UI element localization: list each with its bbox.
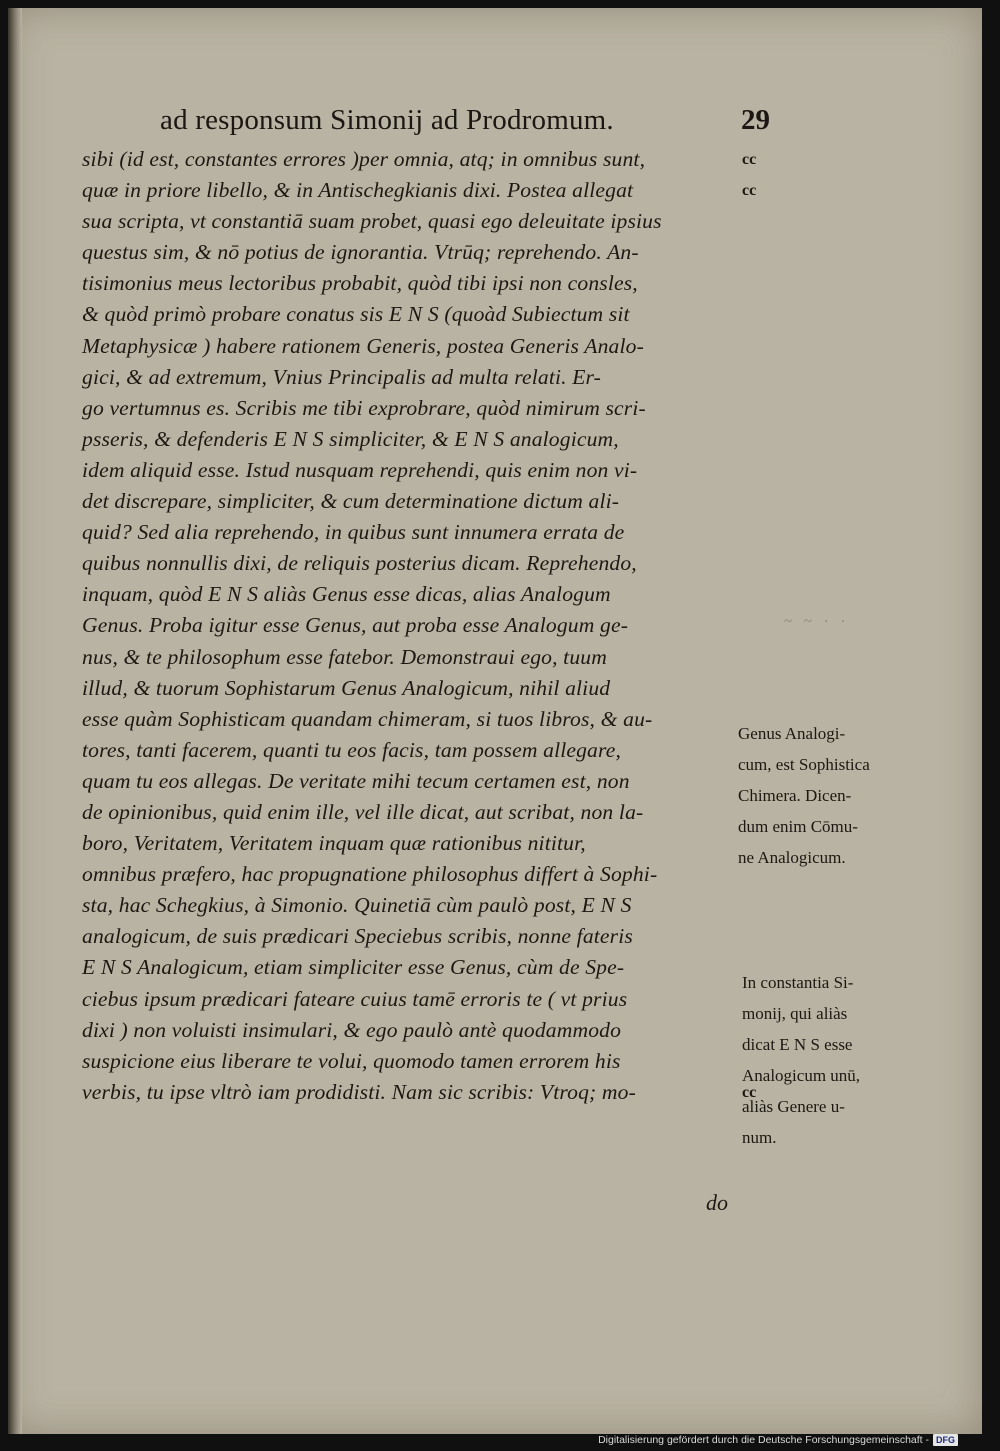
main-text-block	[82, 144, 742, 1108]
quote-mark	[742, 673, 756, 704]
quote-mark	[742, 268, 756, 299]
margin-note-line: dicat E N S esse	[742, 1035, 853, 1055]
text-line: go vertumnus es. Scribis me tibi exprobrare, quòd nimirum scri-	[82, 395, 646, 420]
quote-mark	[742, 206, 756, 237]
quote-mark	[742, 642, 756, 673]
quote-mark	[742, 237, 756, 268]
text-line: tisimonius meus lectoribus probabit, quòd tibi ipsi non consles,	[82, 271, 638, 296]
text-line: det discrepare, simpliciter, & cum determinatione dictum ali-	[82, 489, 620, 514]
quote-mark	[742, 517, 756, 548]
quote-mark	[742, 424, 756, 455]
quote-mark	[742, 299, 756, 330]
quote-mark	[742, 455, 756, 486]
quote-mark	[742, 921, 756, 952]
text-line: gici, & ad extremum, Vnius Principalis ad multa relati. Er-	[82, 364, 602, 389]
text-line: analogicum, de suis prædicari Speciebus scribis, nonne fateris	[82, 924, 633, 949]
footer-credit-text: Digitalisierung gefördert durch die Deutsche Forschungsgemeinschaft -	[598, 1434, 929, 1446]
quote-mark	[742, 548, 756, 579]
margin-note-line: num.	[742, 1128, 777, 1148]
margin-note-line: monij, qui aliàs	[742, 1004, 848, 1024]
quotation-marks-column	[742, 144, 756, 1108]
running-head	[150, 104, 770, 144]
text-line: sua scripta, vt constantiā suam probet, quasi ego deleuitate ipsius	[82, 209, 662, 234]
margin-note-genus-analogicum	[738, 718, 958, 873]
running-head-title: ad responsum Simonij ad Prodromum.	[160, 104, 614, 136]
text-line: sta, hac Schegkius, à Simonio. Quinetiā cùm paulò post, E N S	[82, 893, 632, 918]
margin-note-line: aliàs Genere u-	[742, 1097, 845, 1117]
text-line: sibi (id est, constantes errores )per omnia, atq; in omnibus sunt,	[82, 147, 646, 171]
quote-mark	[742, 890, 756, 921]
margin-note-inconstantia	[742, 967, 962, 1154]
quote-mark: cc	[742, 151, 757, 168]
text-line: quibus nonnullis dixi, de reliquis posterius dicam. Reprehendo,	[82, 551, 637, 576]
text-line: Genus. Proba igitur esse Genus, aut proba esse Analogum ge-	[82, 613, 629, 638]
text-line: de opinionibus, quid enim ille, vel ille dicat, aut scribat, non la-	[82, 799, 644, 824]
text-line: quid? Sed alia reprehendo, in quibus sunt innumera errata de	[82, 520, 625, 545]
quote-mark: cc	[742, 182, 757, 200]
text-line: idem aliquid esse. Istud nusquam reprehendi, quis enim non vi-	[82, 457, 638, 482]
text-line: suspicione eius liberare te volui, quomodo tamen errorem his	[82, 1048, 621, 1073]
text-line: ciebus ipsum prædicari fateare cuius tamē erroris te ( vt prius	[82, 986, 628, 1011]
digitization-footer	[598, 1432, 958, 1448]
text-line: & quòd primò probare conatus sis E N S (quoàd Subiectum sit	[82, 302, 630, 327]
quote-mark	[742, 486, 756, 517]
text-line: verbis, tu ipse vltrò iam prodidisti. Nam sic scribis: Vtroq; mo-	[82, 1079, 636, 1104]
page-gutter-shadow	[8, 8, 22, 1434]
text-line: psseris, & defenderis E N S simpliciter, & E N S analogicum,	[82, 426, 619, 451]
text-line: esse quàm Sophisticam quandam chimeram, si tuos libros, & au-	[82, 706, 653, 731]
text-line: quæ in priore libello, & in Antischegkianis dixi. Postea allegat	[82, 178, 634, 203]
show-through-ink: ~ ~ · ·	[784, 614, 850, 630]
dfg-logo-icon: DFG	[933, 1434, 958, 1446]
text-line: E N S Analogicum, etiam simpliciter esse Genus, cùm de Spe-	[82, 955, 625, 980]
margin-note-line: dum enim Cōmu-	[738, 817, 858, 837]
quote-mark	[742, 362, 756, 393]
page-number: 29	[741, 104, 770, 136]
margin-note-line: Chimera. Dicen-	[738, 786, 852, 806]
text-line: quam tu eos allegas. De veritate mihi tecum certamen est, non	[82, 768, 630, 793]
text-line: questus sim, & nō potius de ignorantia. Vtrūq; reprehendo. An-	[82, 240, 639, 265]
margin-note-line: ne Analogicum.	[738, 848, 846, 868]
quote-mark	[742, 331, 756, 362]
catchword: do	[706, 1190, 728, 1215]
text-line: dixi ) non voluisti insimulari, & ego paulò antè quodammodo	[82, 1017, 622, 1042]
quote-mark	[742, 610, 756, 641]
quote-mark	[742, 579, 756, 610]
text-line: tores, tanti facerem, quanti tu eos facis, tam possem allegare,	[82, 737, 622, 762]
text-line: inquam, quòd E N S aliàs Genus esse dicas, alias Analogum	[82, 582, 611, 607]
text-line: boro, Veritatem, Veritatem inquam quæ rationibus nititur,	[82, 831, 586, 856]
text-line: omnibus præfero, hac propugnatione philosophus differt à Sophi-	[82, 862, 658, 887]
text-line: nus, & te philosophum esse fatebor. Demonstraui ego, tuum	[82, 644, 607, 669]
margin-note-line: In constantia Si-	[742, 973, 854, 992]
margin-note-line: Analogicum unū,	[742, 1066, 861, 1086]
quote-mark	[742, 393, 756, 424]
margin-note-line: Genus Analogi-	[738, 724, 846, 743]
text-line: Metaphysicæ ) habere rationem Generis, postea Generis Analo-	[82, 333, 644, 358]
text-line: illud, & tuorum Sophistarum Genus Analogicum, nihil aliud	[82, 675, 611, 700]
margin-note-line: cum, est Sophistica	[738, 755, 870, 775]
quote-mark: cc	[742, 1083, 757, 1101]
